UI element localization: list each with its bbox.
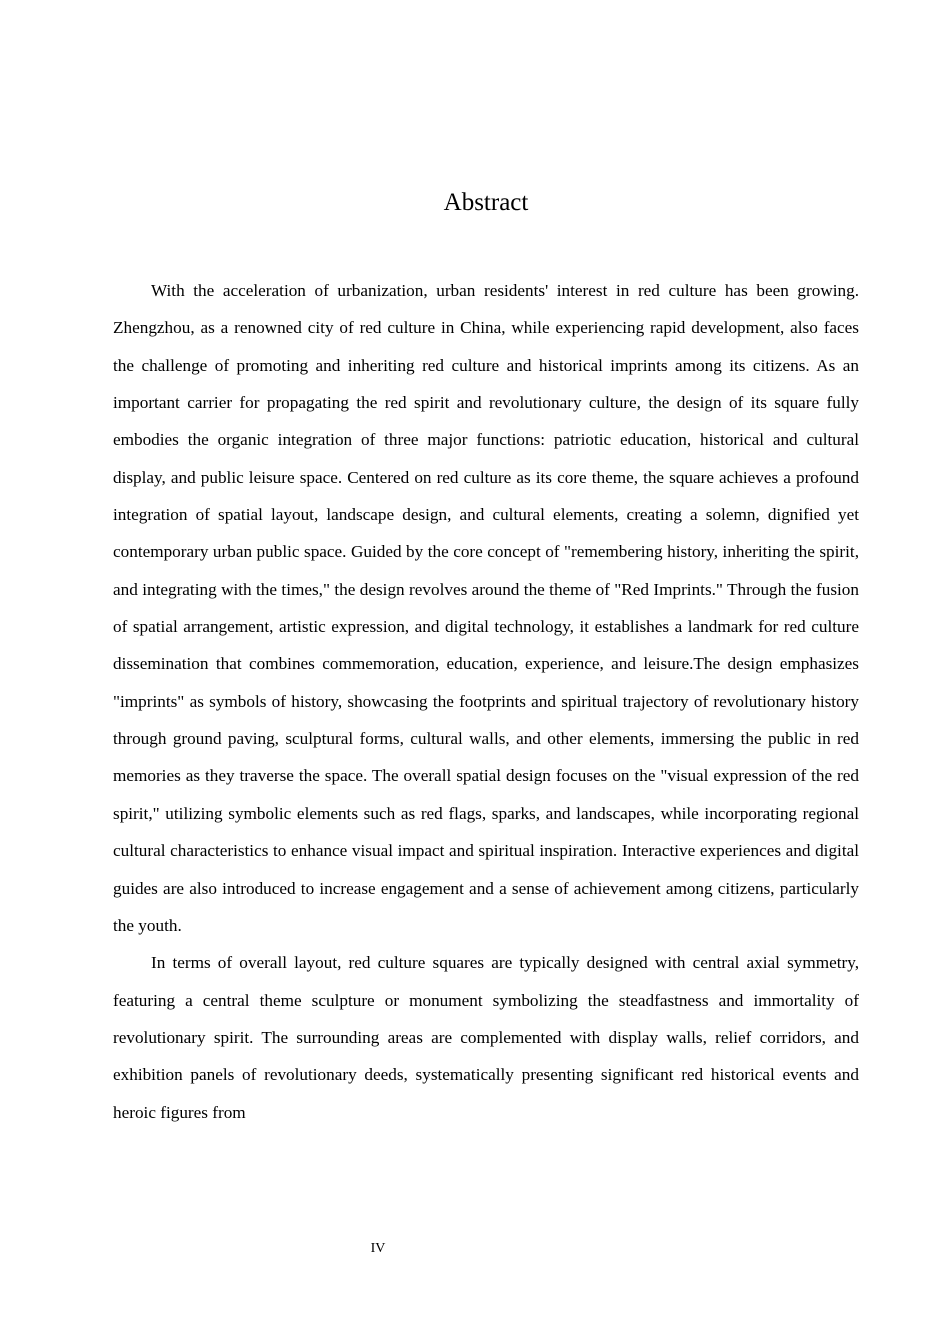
- page-title: Abstract: [443, 189, 529, 216]
- abstract-body: [113, 272, 859, 1131]
- abstract-paragraph-1: With the acceleration of urbanization, urban residents' interest in red culture has been growing. Zhengzhou, as a renowned city of red culture in China, while experiencing rapid development, also faces the challenge of promoting and inheriting red culture and historical imprints among its citizens. As an important carrier for propagating the red spirit and revolutionary culture, the design of its square fully embodies the organic integration of three major functions: patriotic education, historical and cultural display, and public leisure space. Centered on red culture as its core theme, the square achieves a profound integration of spatial layout, landscape design, and cultural elements, creating a solemn, dignified yet contemporary urban public space. Guided by the core concept of "remembering history, inheriting the spirit, and integrating with the times," the design revolves around the theme of "Red Imprints." Through the fusion of spatial arrangement, artistic expression, and digital technology, it establishes a landmark for red culture dissemination that combines commemoration, education, experience, and leisure.The design emphasizes "imprints" as symbols of history, showcasing the footprints and spiritual trajectory of revolutionary history through ground paving, sculptural forms, cultural walls, and other elements, immersing the public in red memories as they traverse the space. The overall spatial design focuses on the "visual expression of the red spirit," utilizing symbolic elements such as red flags, sparks, and landscapes, while incorporating regional cultural characteristics to enhance visual impact and spiritual inspiration. Interactive experiences and digital guides are also introduced to increase engagement and a sense of achievement among citizens, particularly the youth.: [113, 281, 859, 935]
- abstract-paragraph-2: In terms of overall layout, red culture squares are typically designed with central axial symmetry, featuring a central theme sculpture or monument symbolizing the steadfastness and immortality of revolutionary spirit. The surrounding areas are complemented with display walls, relief corridors, and exhibition panels of revolutionary deeds, systematically presenting significant red historical events and heroic figures from: [113, 953, 859, 1122]
- page-number: IV: [370, 1241, 386, 1256]
